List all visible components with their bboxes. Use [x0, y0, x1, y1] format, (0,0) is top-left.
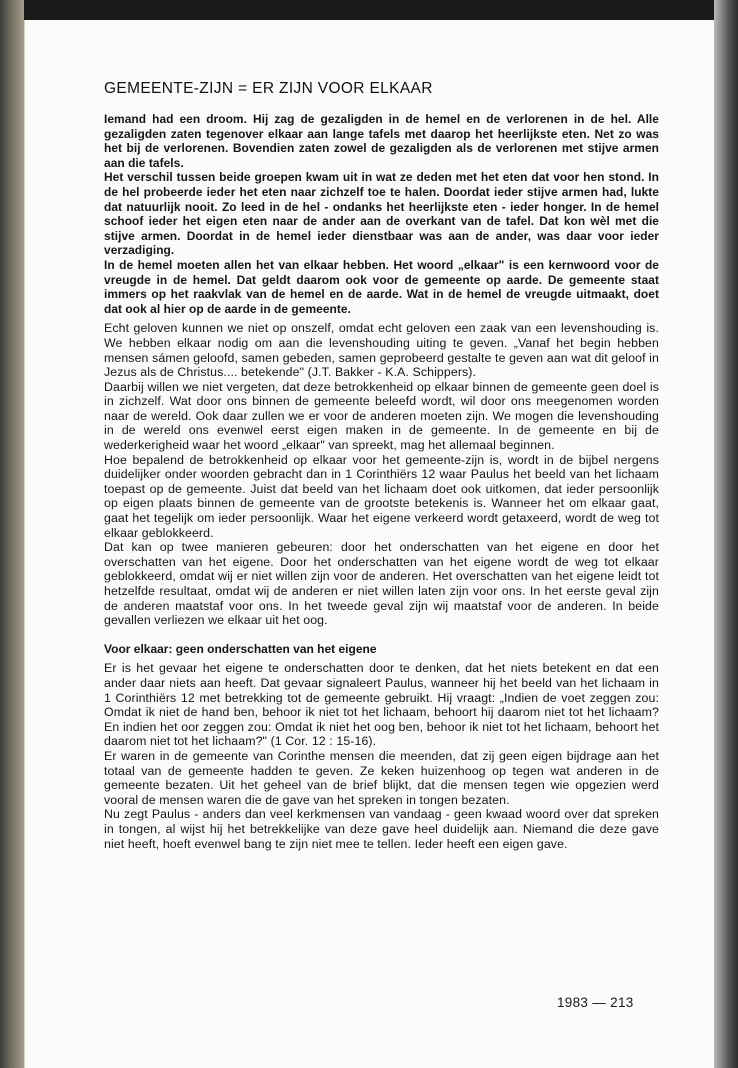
body-paragraph: Daarbij willen we niet vergeten, dat deze betrokkenheid op elkaar binnen de gemeente geen doel is in zichzelf. Wat door ons binnen de gemeente beleefd wordt, wil door ons meegenomen worden naar de wereld. Ook daar zullen we er voor de anderen moeten zijn. We mogen die levenshouding in de wereld ons evenwel eerst eigen maken in de gemeente. In de gemeente en bij de wederkerigheid waar het woord „elkaar" van spreekt, mag het allemaal beginnen. — [104, 379, 659, 453]
page-title: GEMEENTE-ZIJN = ER ZIJN VOOR ELKAAR — [104, 80, 433, 97]
body-paragraph: Er is het gevaar het eigene te onderschatten door te denken, dat het niets betekent en dat een ander daar niets aan heeft. Dat gevaar signaleert Paulus, wanneer hij het beeld van het lichaam in 1 Corinthiërs 12 met betrekking tot de gemeente gebruikt. Hij vraagt: „Indien de voet zeggen zou: Omdat ik niet de hand ben, behoor ik niet tot het lichaam, behoort hij daarom niet tot het lichaam? En indien het oor zeggen zou: Omdat ik niet het oog ben, behoor ik niet tot het lichaam, behoort het daarom niet tot het lichaam?" (1 Cor. 12 : 15-16). — [104, 661, 659, 749]
page-number: 1983 — 213 — [557, 995, 634, 1010]
intro-paragraph: In de hemel moeten allen het van elkaar hebben. Het woord „elkaar" is een kernwoord voor de vreugde in de hemel. Dat geldt daarom ook voor de gemeente op aarde. De gemeente staat immers op het raakvlak van de hemel en de aarde. Wat in de hemel de vreugde uitmaakt, doet dat ook al hier op de aarde in de gemeente. — [104, 257, 659, 316]
page-content — [104, 80, 659, 851]
body-paragraph: Er waren in de gemeente van Corinthe mensen die meenden, dat zij geen eigen bijdrage aan het totaal van de gemeente hadden te geven. Ze keken huizenhoog op tegen wat anderen in de gemeente bezaten. Uit het geheel van de brief blijkt, dat die mensen tegen wie opgezien werd vooral de mensen waren die de gave van het spreken in tongen bezaten. — [104, 748, 659, 807]
body-paragraph: Hoe bepalend de betrokkenheid op elkaar voor het gemeente-zijn is, wordt in de bijbel nergens duidelijker onder woorden gebracht dan in 1 Corinthiërs 12 waar Paulus het beeld van het lichaam toepast op de gemeente. Juist dat beeld van het lichaam doet ook uitkomen, dat ieder persoonlijk op eigen plaats binnen de gemeente van de grootste betekenis is. Wanneer het om elkaar gaat, gaat het tegelijk om ieder persoonlijk. Waar het eigene verkeerd wordt getaxeerd, wordt de weg tot elkaar geblokkeerd. — [104, 452, 659, 540]
body-paragraph: Dat kan op twee manieren gebeuren: door het onderschatten van het eigene en door het overschatten van het eigene. Door het onderschatten van het eigene wordt de weg tot elkaar geblokkeerd, omdat wij er niet willen zijn voor de anderen. Het overschatten van het eigene leidt tot hetzelfde resultaat, omdat wij de anderen er niet willen laten zijn voor ons. In het eerste geval zijn de anderen maatstaf voor ons. In het tweede geval zijn wij maatstaf voor de anderen. In beide gevallen verliezen we elkaar uit het oog. — [104, 540, 659, 628]
body-paragraph: Echt geloven kunnen we niet op onszelf, omdat echt geloven een zaak van een levenshouding is. We hebben elkaar nodig om aan die levenshouding uiting te geven. „Vanaf het begin hebben mensen sámen geloofd, samen gebeden, samen geprobeerd gestalte te geven aan wat dit geloof in Jezus als de Christus.... betekende" (J.T. Bakker - K.A. Schippers). — [104, 321, 659, 380]
section-1 — [104, 321, 659, 627]
document-page — [24, 20, 714, 1068]
section-subheading: Voor elkaar: geen onderschatten van het eigene — [104, 641, 377, 656]
scan-border-top — [0, 0, 738, 22]
intro-section — [104, 112, 659, 316]
intro-paragraph: Het verschil tussen beide groepen kwam uit in wat ze deden met het eten dat voor hen stond. In de hel probeerde ieder het eten naar zichzelf toe te halen. Doordat ieder stijve armen had, lukte dat natuurlijk nooit. Zo leed in de hel - ondanks het heerlijkste eten - ieder honger. In de hemel schoof ieder het eigen eten naar de ander aan de overkant van de tafel. Dat kon wèl met die stijve armen. Doordat in de hemel ieder dienstbaar was aan de ander, was daar voor ieder verzadiging. — [104, 170, 659, 258]
section-2 — [104, 661, 659, 851]
body-paragraph: Nu zegt Paulus - anders dan veel kerkmensen van vandaag - geen kwaad woord over dat spreken in tongen, al wijst hij het betrekkelijke van deze gave heel duidelijk aan. Niemand die deze gave niet heeft, hoeft evenwel bang te zijn niet mee te tellen. Ieder heeft een eigen gave. — [104, 807, 659, 851]
intro-paragraph: Iemand had een droom. Hij zag de gezaligden in de hemel en de verlorenen in de hel. Alle gezaligden zaten tegenover elkaar aan lange tafels met daarop het heerlijkste eten. Net zo was het bij de verlorenen. Bovendien zaten zowel de gezaligden als de verlorenen met stijve armen aan die tafels. — [104, 112, 659, 170]
scan-border-left — [0, 0, 24, 1068]
scan-border-right — [714, 0, 738, 1068]
